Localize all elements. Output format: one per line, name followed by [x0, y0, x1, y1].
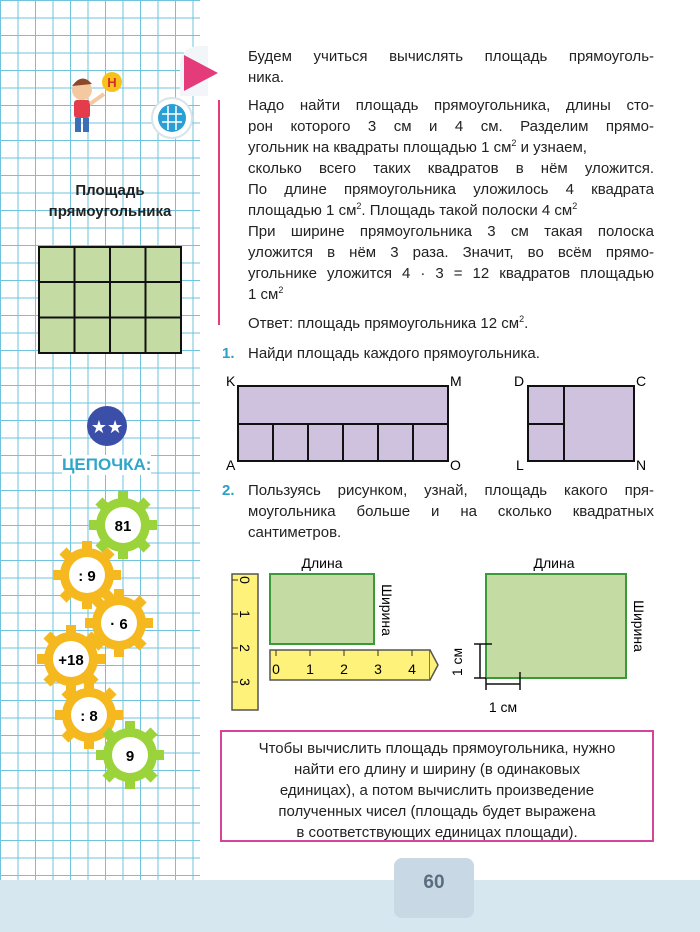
point-label: N: [636, 457, 647, 472]
ruler-mark: 3: [237, 678, 253, 686]
task-1-text: Найди площадь каждого прямоугольника.: [248, 345, 540, 362]
svg-text:★★: ★★: [90, 417, 124, 438]
ruler-mark: 4: [408, 661, 416, 677]
point-label: O: [450, 457, 461, 472]
task-1-figure: [226, 372, 662, 472]
rule-line: в соответствующих единицах площади).: [296, 824, 578, 841]
page-number: 60: [423, 872, 445, 893]
gear-value: : 8: [80, 708, 98, 725]
intro-text: уложится в нём 3 раза. Значит, во всём прямо-: [248, 244, 654, 261]
task-2-text: сантиметров.: [248, 524, 342, 541]
intro-text: угольник на квадраты площадью 1 $см^2$ и узнаем,: [248, 138, 587, 156]
point-label: L: [516, 457, 524, 472]
intro-text: Надо найти площадь прямоугольника, длины сто-: [248, 97, 654, 114]
intro-line-1: Будем учиться вычислять площадь прямоуголь-: [248, 48, 654, 65]
rule-line: единицах), а потом вычислить произведение: [279, 782, 595, 799]
one-cm-label: 1 см: [488, 699, 518, 715]
one-cm-label: 1 см: [449, 647, 465, 677]
stars-icon: [85, 404, 129, 448]
intro-text: По длине прямоугольника уложилось 4 квадрата: [248, 181, 654, 198]
chain-label: ЦЕПОЧКА:: [62, 455, 152, 474]
intro-text: сколько всего таких квадратов в нём уложится.: [248, 160, 654, 177]
intro-text: площадью 1 $см^2$. Площадь такой полоски 4 $см^2$: [248, 201, 578, 219]
task-1-number: 1.: [222, 345, 235, 362]
gear-value: 9: [125, 748, 135, 765]
intro-text: 1 $см^2$: [248, 285, 284, 303]
point-label: D: [514, 373, 525, 389]
rule-line: Чтобы вычислить площадь прямоугольника, нужно: [258, 740, 616, 757]
intro-text: угольнике уложится 4 · 3 = 12 квадратов площадью: [248, 265, 654, 282]
ruler-mark: 3: [374, 661, 382, 677]
rule-line: найти его длину и ширину (в одинаковых: [293, 761, 581, 778]
ruler-mark: 0: [272, 661, 280, 677]
point-label: K: [226, 373, 236, 389]
width-label: Ширина: [379, 584, 395, 636]
ruler-mark: 1: [306, 661, 314, 677]
ruler-mark: 1: [237, 610, 253, 618]
task-2-text: моугольника больше и на сколько квадратных: [248, 503, 654, 520]
sidebar-rectangle: [38, 246, 182, 354]
answer-text: Ответ: площадь прямоугольника 12 $см^2$.: [248, 314, 529, 332]
margin-line: [218, 100, 220, 325]
sidebar-title: Площадь прямоугольника: [48, 182, 172, 220]
svg-text:Н: Н: [107, 75, 117, 90]
task-2-number: 2.: [222, 482, 235, 499]
character-icon: [62, 68, 132, 138]
width-label: Ширина: [631, 600, 647, 652]
intro-text: рон которого 3 см и 4 см. Разделим прямо-: [248, 118, 654, 135]
ruler-mark: 2: [340, 661, 348, 677]
gear-value: : 9: [78, 568, 96, 585]
length-label: Длина: [533, 555, 575, 571]
intro-line-2: ника.: [248, 69, 285, 86]
point-label: A: [226, 457, 236, 472]
pointer-arrow-icon: [184, 55, 218, 91]
intro-text: При ширине прямоугольника 3 см такая полоска: [248, 223, 654, 240]
rule-line: полученных чисел (площадь будет выражена: [278, 803, 596, 820]
gear-value: · 6: [110, 616, 128, 633]
task-2-text: Пользуясь рисунком, узнай, площадь какого пря-: [248, 482, 654, 499]
gear-chain: [35, 485, 175, 800]
point-label: C: [636, 373, 647, 389]
gear-value: +18: [58, 652, 84, 669]
ruler-mark: 0: [237, 576, 253, 584]
gear-value: 81: [114, 518, 132, 535]
rule-box: [220, 730, 654, 842]
page-bottom: [0, 880, 700, 932]
ruler-mark: 2: [237, 644, 253, 652]
point-label: M: [450, 373, 462, 389]
length-label: Длина: [301, 555, 343, 571]
task-2-figure: [228, 552, 654, 722]
globe-icon: [150, 96, 194, 140]
